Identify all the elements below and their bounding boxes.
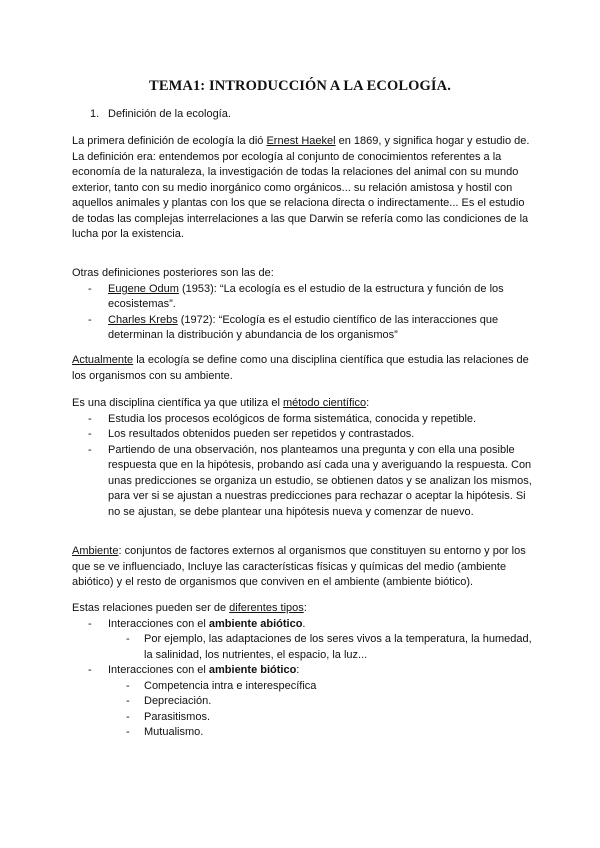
list-item: - Mutualismo. [72,725,532,741]
list-item: - Partiendo de una observación, nos planteamos una pregunta y con ella una posible respuesta que en la hipótesis, probando así cada una y averiguando la respuesta. Con unas predicciones se organiza un estudio, se obtienen datos y se analizan los mismos, para ver si se ajustan a nuestras predicciones para rechazar o aceptar la hipótesis. Si no se ajustan, se debe plantear una hipótesis nueva y comenzar de nuevo. [72,443,532,521]
relations-list-biotic [72,663,532,679]
eugene-odum-link[interactable]: Eugene Odum [108,282,179,295]
charles-krebs-link[interactable]: Charles Krebs [108,313,178,326]
abiotic-pre: Interacciones con el [108,617,209,630]
other-definitions-list [72,282,532,344]
para1-text-a: La primera definición de ecología la dió [72,135,267,147]
relations-list [72,617,532,633]
diferentes-tipos-link[interactable]: diferentes tipos [229,602,304,614]
scientific-method-section [72,396,532,520]
section-label: Definición de la ecología. [108,108,231,120]
biotic-post: : [296,664,300,676]
metodo-cientifico-link[interactable]: método científico [282,397,367,409]
list-item: - Parasitismos. [72,710,532,726]
abiotic-sublist [72,632,532,663]
list-item-krebs [72,313,532,344]
biotic-pre: Interacciones con el [108,664,209,676]
list-item: - Estudia los procesos ecológicos de forma sistemática, conocida y repetible. [72,412,532,428]
scientific-intro-a: Es una disciplina científica ya que utiliza el [72,397,283,409]
list-item: - Los resultados obtenidos pueden ser repetidos y contrastados. [72,427,532,443]
biotic-bold: ambiente biótico [208,664,297,676]
relations-section [72,601,532,741]
paragraph-definition-text: La definición era: entendemos por ecología al conjunto de conocimientos referentes a la economía de la naturaleza, la investigación de todas la relaciones del animal con su mundo exterior, tanto con su medio inorgánico como orgánicos... su relación amistosa y hostil con aquellos animales y plantas con los que se relaciona directa o indirectamente... Es el estudio de todas las complejas interrelaciones a las que Darwin se refería como las condiciones de la lucha por la existencia. [72,150,529,240]
para1-text-b: en 1869, y significa hogar y estudio de. [335,135,530,147]
paragraph-ambiente [72,544,532,591]
ambiente-word: Ambiente [72,545,119,557]
list-item-biotic [72,663,532,679]
scientific-method-list [72,412,532,521]
actualmente-word: Actualmente [72,354,134,366]
abiotic-bold: ambiente abiótico [208,617,303,630]
krebs-definition: (1972): “Ecología es el estudio científico de las interacciones que determinan la distribución y abundancia de los organismos” [108,313,499,341]
other-definitions-intro: Otras definiciones posteriores son las de: [72,267,274,279]
ambiente-text: : conjuntos de factores externos al organismos que constituyen su entorno y por los que se ve influenciado, Incluye las características físicas y químicas del medio (ambiente abiótico) y el resto de organismos que conviven en el ambiente (ambiente biótico). [72,545,526,588]
scientific-intro-b: : [366,397,370,409]
relations-intro-b: : [303,602,307,614]
section-heading-definition [90,107,231,122]
abiotic-post: . [302,617,306,630]
section-number: 1. [90,108,100,120]
list-item: - Competencia intra e interespecífica [72,679,532,695]
actualmente-text: la ecología se define como una disciplina científica que estudia las relaciones de los organismos con su ambiente. [72,354,529,382]
relations-intro-a: Estas relaciones pueden ser de [72,602,230,614]
list-item-abiotic [72,617,532,633]
list-item-odum [72,282,532,313]
paragraph-actualmente [72,353,532,384]
ernest-haekel-link[interactable]: Ernest Haekel [266,135,336,147]
paragraph-haekel-definition [72,134,532,243]
list-item: - Por ejemplo, las adaptaciones de los seres vivos a la temperatura, la humedad, la salinidad, los nutrientes, el espacio, la luz... [72,632,532,663]
odum-definition: (1953): “La ecología es el estudio de la estructura y función de los ecosistemas”. [108,282,504,310]
biotic-sublist [72,679,532,741]
page-title: TEMA1: INTRODUCCIÓN A LA ECOLOGÍA. [149,78,451,94]
list-item: - Depreciación. [72,694,532,710]
other-definitions-section [72,266,532,344]
